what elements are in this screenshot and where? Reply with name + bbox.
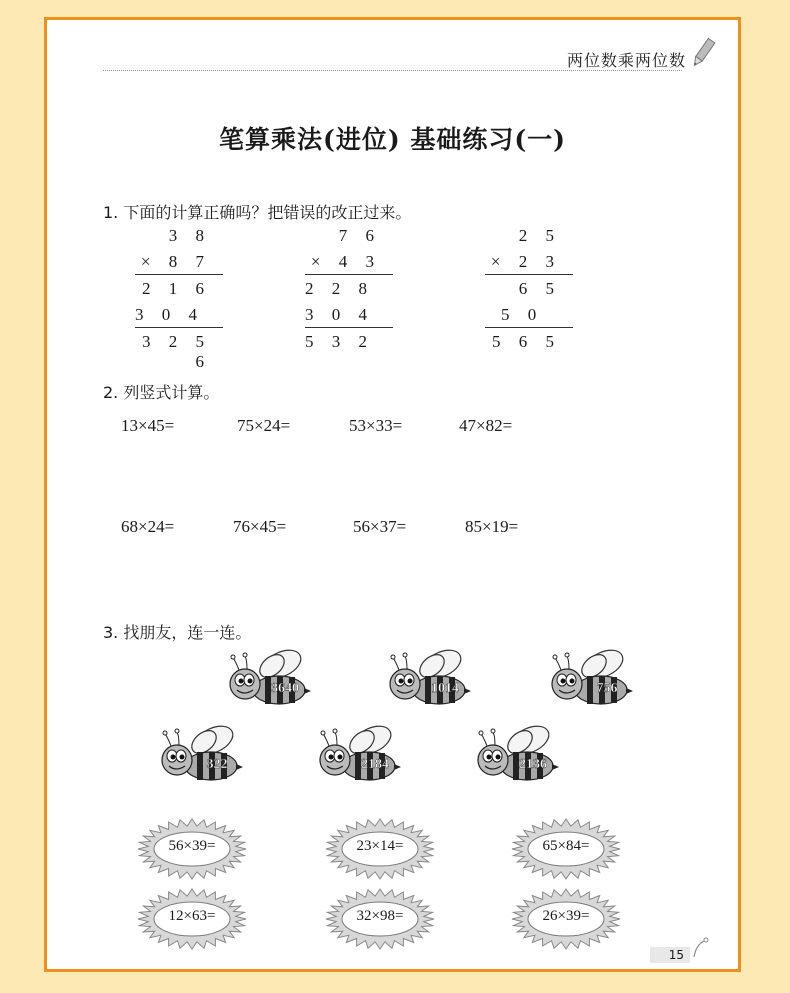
question-3-label: 3. 找朋友，连一连。 — [103, 623, 252, 642]
bee-card-3[interactable] — [549, 646, 639, 716]
sun-expression: 56×39= — [168, 838, 216, 854]
bee-card-6[interactable] — [475, 722, 565, 792]
bee-number: 1014 — [431, 681, 459, 696]
sun-expression: 26×39= — [542, 908, 590, 924]
page-title: 笔算乘法(进位) 基础练习(一) — [218, 125, 567, 154]
header-rule — [103, 70, 682, 71]
sun-card-3[interactable] — [511, 818, 621, 880]
expression-4: 47×82= — [459, 416, 513, 435]
vertical-calc-2 — [305, 226, 393, 352]
sun-card-2[interactable] — [325, 818, 435, 880]
expression-1: 13×45= — [121, 416, 175, 435]
calc-3-result: 5 6 5 — [492, 332, 561, 351]
calc-3-partial-1: 6 5 — [518, 279, 561, 298]
bee-number: 3640 — [271, 681, 299, 696]
bee-number: 2136 — [519, 757, 547, 772]
calc-2-partial-2: 3 0 4 — [305, 305, 374, 324]
question-2-label: 2. 列竖式计算。 — [103, 383, 220, 402]
calc-3-line — [485, 274, 573, 275]
calc-3-multiplicand: 2 5 — [518, 226, 561, 245]
calc-3-line-2 — [485, 327, 573, 328]
bee-card-2[interactable] — [387, 646, 477, 716]
calc-1-result: 3 2 5 6 — [142, 332, 211, 371]
calc-1-partial-2: 3 0 4 — [135, 305, 204, 324]
calc-2-result: 5 3 2 — [305, 332, 374, 351]
calc-1-partial-1: 2 1 6 — [142, 279, 211, 298]
calc-2-line — [305, 274, 393, 275]
bee-card-5[interactable] — [317, 722, 407, 792]
expression-8: 85×19= — [465, 517, 519, 536]
calc-3-multiplier: × 2 3 — [490, 252, 561, 271]
calc-2-partial-1: 2 2 8 — [305, 279, 374, 298]
page-corner-swirl-icon — [692, 937, 710, 959]
question-1-label: 1. 下面的计算正确吗？把错误的改正过来。 — [103, 203, 412, 222]
calc-1-line-2 — [135, 327, 223, 328]
page-number: 15 — [650, 947, 690, 963]
calc-1-line — [135, 274, 223, 275]
worksheet-page — [44, 17, 741, 972]
expression-5: 68×24= — [121, 517, 175, 536]
expression-6: 76×45= — [233, 517, 287, 536]
sun-expression: 65×84= — [542, 838, 590, 854]
bee-number: 322 — [206, 757, 228, 772]
calc-2-multiplier: × 4 3 — [310, 252, 381, 271]
sun-expression: 12×63= — [168, 908, 216, 924]
calc-3-partial-2: 5 0 — [501, 305, 544, 324]
calc-1-multiplicand: 3 8 — [168, 226, 211, 245]
bee-number: 756 — [596, 681, 618, 696]
sun-card-1[interactable] — [137, 818, 247, 880]
calc-2-multiplicand: 7 6 — [338, 226, 381, 245]
sun-expression: 32×98= — [356, 908, 404, 924]
pencil-icon — [690, 36, 716, 70]
bee-number: 2184 — [361, 757, 389, 772]
bee-card-4[interactable] — [159, 722, 249, 792]
sun-expression: 23×14= — [356, 838, 404, 854]
vertical-calc-3 — [485, 226, 573, 352]
expression-7: 56×37= — [353, 517, 407, 536]
sun-card-4[interactable] — [137, 888, 247, 950]
expression-3: 53×33= — [349, 416, 403, 435]
header-topic: 两位数乘两位数 — [566, 51, 686, 70]
sun-card-6[interactable] — [511, 888, 621, 950]
calc-2-line-2 — [305, 327, 393, 328]
bee-card-1[interactable] — [227, 646, 317, 716]
expression-2: 75×24= — [237, 416, 291, 435]
vertical-calc-1 — [135, 226, 223, 372]
calc-1-multiplier: × 8 7 — [140, 252, 211, 271]
sun-card-5[interactable] — [325, 888, 435, 950]
